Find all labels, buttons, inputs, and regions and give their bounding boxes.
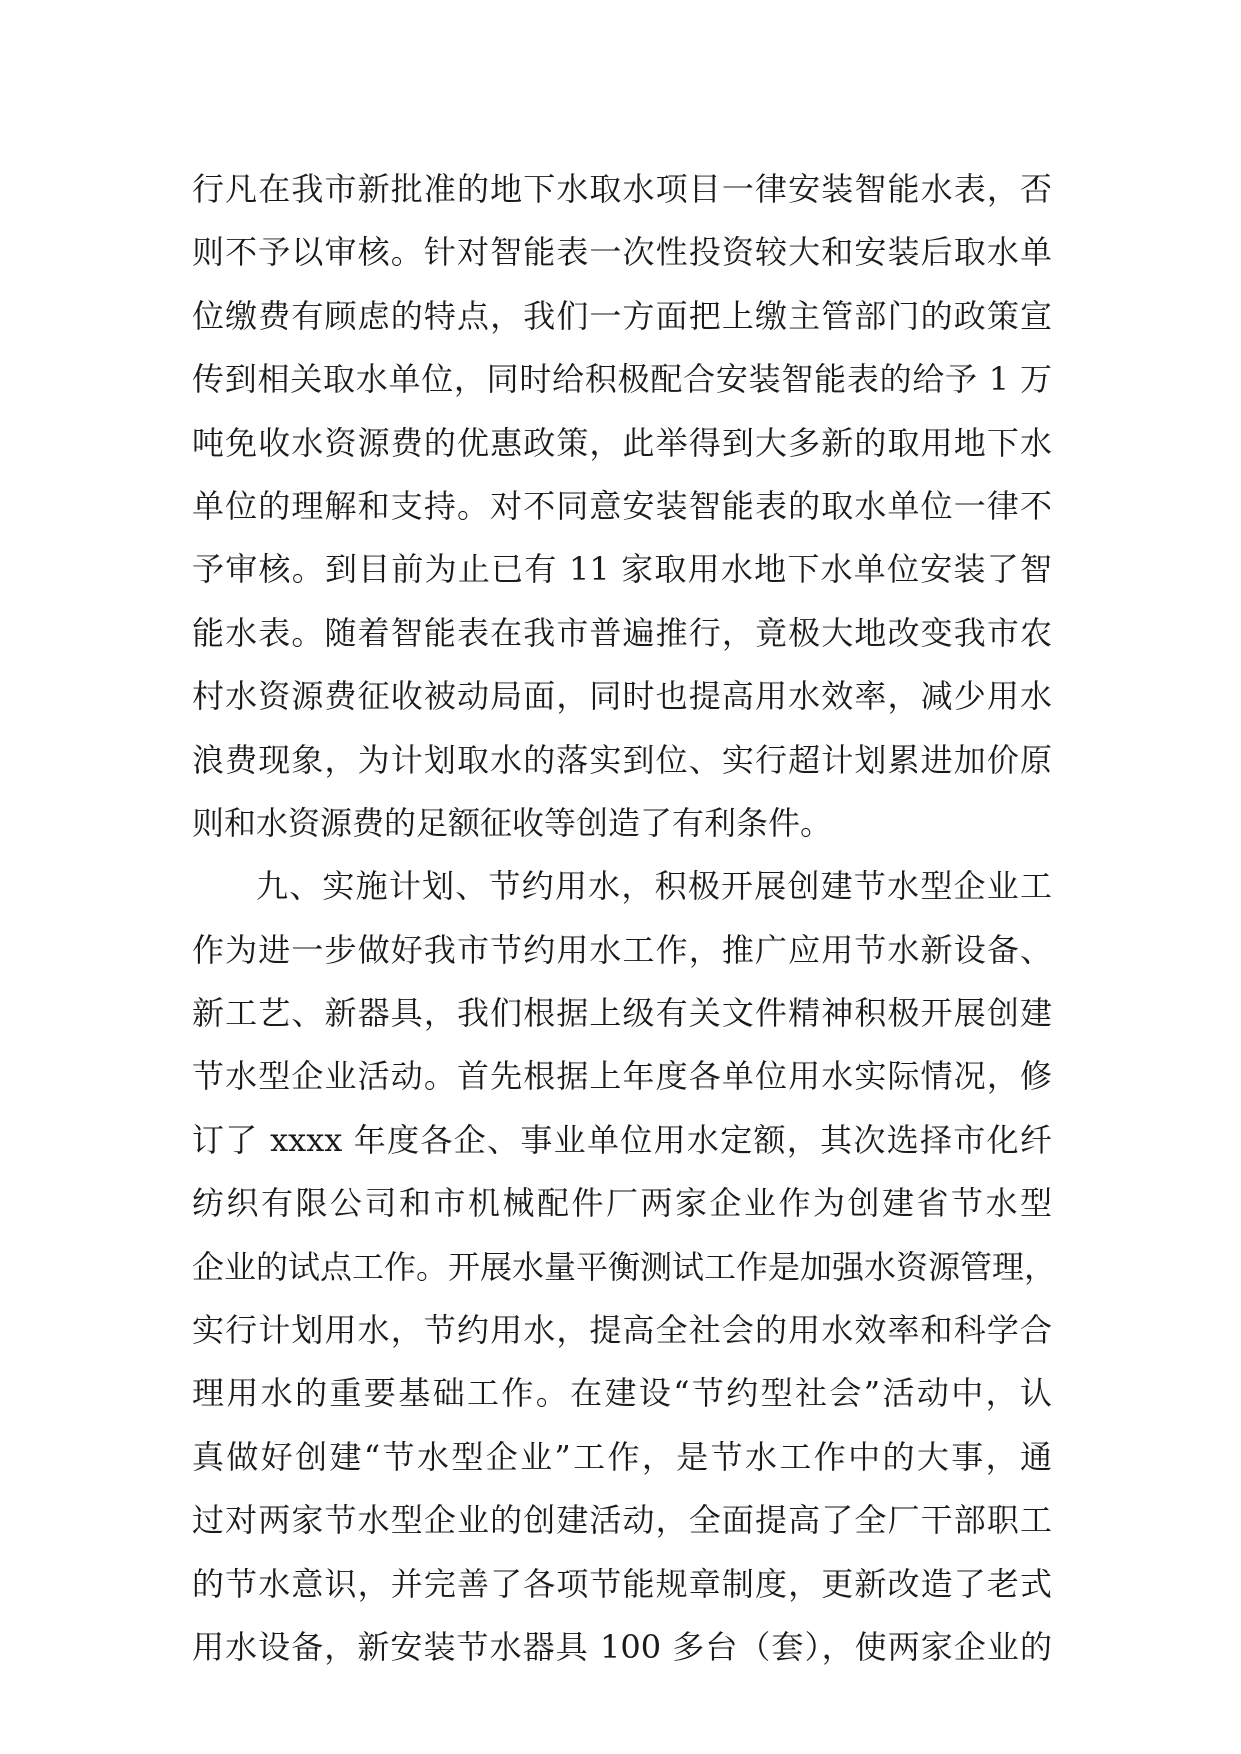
text-line: 新工艺、新器具，我们根据上级有关文件精神积极开展创建 <box>192 994 1052 1033</box>
text-line: 订了 xxxx 年度各企、事业单位用水定额，其次选择市化纤 <box>192 1120 1052 1159</box>
text-line: 浪费现象，为计划取水的落实到位、实行超计划累进加价原 <box>192 740 1052 779</box>
text-line: 则不予以审核。针对智能表一次性投资较大和安装后取水单 <box>192 233 1052 272</box>
text-line: 吨免收水资源费的优惠政策，此举得到大多新的取用地下水 <box>192 423 1052 462</box>
text-line: 理用水的重要基础工作。在建设“节约型社会”活动中，认 <box>192 1374 1052 1413</box>
text-line: 则和水资源费的足额征收等创造了有利条件。 <box>192 803 833 842</box>
text-line: 单位的理解和支持。对不同意安装智能表的取水单位一律不 <box>192 486 1052 525</box>
text-line: 实行计划用水，节约用水，提高全社会的用水效率和科学合 <box>192 1311 1052 1350</box>
text-line: 予审核。到目前为止已有 11 家取用水地下水单位安装了智 <box>192 550 1052 589</box>
text-line: 企业的试点工作。开展水量平衡测试工作是加强水资源管理， <box>192 1247 1057 1286</box>
text-line: 用水设备，新安装节水器具 100 多台（套），使两家企业的 <box>192 1627 1052 1666</box>
paragraph-1 <box>192 158 1052 855</box>
text-line: 传到相关取水单位，同时给积极配合安装智能表的给予 1 万 <box>192 360 1052 399</box>
text-line: 作为进一步做好我市节约用水工作，推广应用节水新设备、 <box>192 930 1052 969</box>
section-heading-line: 九、实施计划、节约用水，积极开展创建节水型企业工 <box>256 867 1052 906</box>
text-line: 的节水意识，并完善了各项节能规章制度，更新改造了老式 <box>192 1564 1052 1603</box>
text-line: 真做好创建“节水型企业”工作，是节水工作中的大事，通 <box>192 1437 1052 1476</box>
body-text <box>192 158 1057 1679</box>
text-line: 位缴费有顾虑的特点，我们一方面把上缴主管部门的政策宣 <box>192 296 1052 335</box>
text-line: 行凡在我市新批准的地下水取水项目一律安装智能水表，否 <box>192 170 1052 208</box>
text-line: 过对两家节水型企业的创建活动，全面提高了全厂干部职工 <box>192 1501 1052 1540</box>
text-line: 纺织有限公司和市机械配件厂两家企业作为创建省节水型 <box>192 1184 1052 1223</box>
text-line: 节水型企业活动。首先根据上年度各单位用水实际情况，修 <box>192 1057 1052 1096</box>
text-line: 村水资源费征收被动局面，同时也提高用水效率，减少用水 <box>192 677 1052 716</box>
paragraph-2 <box>192 855 1057 1679</box>
text-line: 能水表。随着智能表在我市普遍推行，竟极大地改变我市农 <box>192 613 1052 652</box>
